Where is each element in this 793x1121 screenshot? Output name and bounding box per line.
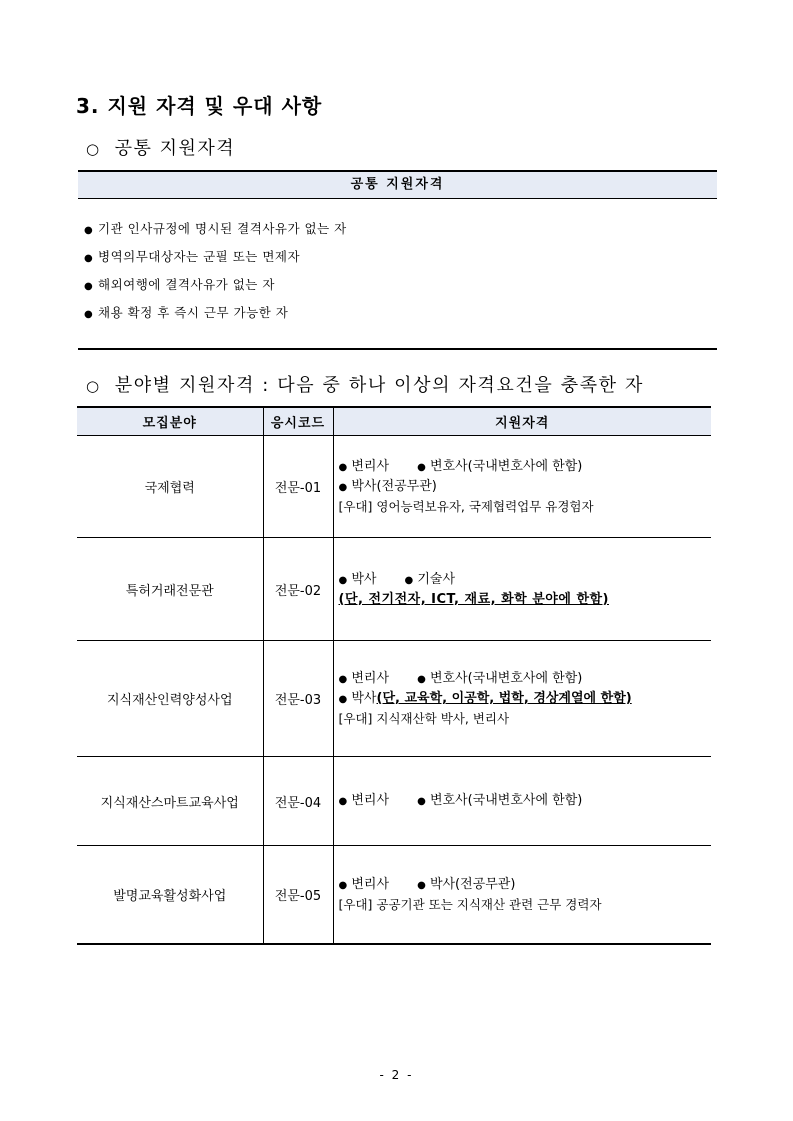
bullet-icon: ● bbox=[84, 225, 94, 236]
table-row bbox=[77, 538, 711, 641]
code-cell: 전문-04 bbox=[263, 757, 333, 846]
preferred-note: [우대] 공공기관 또는 지식재산 관련 근무 경력자 bbox=[338, 896, 602, 912]
circle-bullet: ○ bbox=[86, 377, 101, 395]
list-item: ● 병역의무대상자는 군필 또는 면제자 bbox=[84, 249, 717, 277]
bullet-icon: ● bbox=[338, 574, 348, 586]
table-row bbox=[77, 846, 711, 944]
bullet-icon: ● bbox=[84, 281, 94, 292]
page-number: - 2 - bbox=[379, 1068, 414, 1082]
bullet-icon: ● bbox=[417, 674, 426, 685]
table-header-row bbox=[77, 407, 711, 436]
bullet-icon: ● bbox=[417, 879, 426, 891]
category-cell: 특허거래전문관 bbox=[77, 538, 263, 641]
common-qualification-heading bbox=[86, 134, 235, 160]
bullet-icon: ● bbox=[84, 253, 94, 264]
circle-bullet: ○ bbox=[86, 140, 101, 158]
table-row bbox=[77, 641, 711, 757]
bullet-icon: ● bbox=[338, 796, 348, 807]
qualification-cell: ● 변리사 ● 변호사(국내변호사에 한함) ● 박사(단, 교육학, 이공학, 법학, 경상계열에 한함) [우대] 지식재산학 박사, 변리사 bbox=[333, 641, 711, 757]
restriction-note: (단, 교육학, 이공학, 법학, 경상계열에 한함) bbox=[376, 691, 632, 706]
bullet-icon: ● bbox=[417, 796, 426, 807]
qualification-cell: ● 박사 ● 기술사 (단, 전기전자, ICT, 재료, 화학 분야에 한함) bbox=[333, 538, 711, 641]
list-item: ● 채용 확정 후 즉시 근무 가능한 자 bbox=[84, 305, 717, 333]
qualification-cell: ● 변리사 ● 변호사(국내변호사에 한함) bbox=[333, 757, 711, 846]
bullet-icon: ● bbox=[338, 694, 348, 705]
list-item: ● 해외여행에 결격사유가 없는 자 bbox=[84, 277, 717, 305]
bullet-icon: ● bbox=[404, 574, 414, 586]
common-box-header: 공통 지원자격 bbox=[78, 172, 717, 199]
common-qualification-list bbox=[78, 199, 717, 333]
common-heading-text: 공통 지원자격 bbox=[114, 138, 236, 159]
field-heading-text: 분야별 지원자격 : 다음 중 하나 이상의 자격요건을 충족한 자 bbox=[114, 375, 644, 396]
category-cell: 발명교육활성화사업 bbox=[113, 888, 227, 904]
category-cell: 지식재산스마트교육사업 bbox=[77, 757, 263, 846]
bullet-icon: ● bbox=[84, 309, 94, 320]
column-header-code: 응시코드 bbox=[263, 407, 333, 436]
code-cell: 전문-05 bbox=[263, 846, 333, 944]
bullet-icon: ● bbox=[338, 482, 348, 493]
qualification-cell: ● 변리사 ● 변호사(국내변호사에 한함) ● 박사(전공무관) [우대] 영어능력보유자, 국제협력업무 유경험자 bbox=[333, 436, 711, 538]
bullet-icon: ● bbox=[338, 674, 348, 685]
field-qualification-heading bbox=[86, 371, 644, 397]
preferred-note: [우대] 지식재산학 박사, 변리사 bbox=[338, 711, 510, 726]
field-qualification-table bbox=[77, 406, 711, 945]
restriction-note: (단, 전기전자, ICT, 재료, 화학 분야에 한함) bbox=[338, 591, 609, 607]
code-cell: 전문-01 bbox=[263, 436, 333, 538]
list-item: ● 기관 인사규정에 명시된 결격사유가 없는 자 bbox=[84, 221, 717, 249]
column-header-qualification: 지원자격 bbox=[333, 407, 711, 436]
section-title: 3. 지원 자격 및 우대 사항 bbox=[76, 94, 323, 118]
category-cell: 국제협력 bbox=[77, 436, 263, 538]
table-row bbox=[77, 757, 711, 846]
qualification-cell: ● 변리사 ● 박사(전공무관) [우대] 공공기관 또는 지식재산 관련 근무 경력자 bbox=[333, 846, 711, 944]
preferred-note: [우대] 영어능력보유자, 국제협력업무 유경험자 bbox=[338, 499, 594, 514]
bullet-icon: ● bbox=[417, 462, 426, 473]
code-cell: 전문-02 bbox=[263, 538, 333, 641]
common-qualification-box bbox=[78, 170, 717, 350]
category-cell: 지식재산인력양성사업 bbox=[77, 641, 263, 757]
table-row bbox=[77, 436, 711, 538]
bullet-icon: ● bbox=[338, 879, 348, 891]
bullet-icon: ● bbox=[338, 462, 348, 473]
code-cell: 전문-03 bbox=[263, 641, 333, 757]
column-header-category: 모집분야 bbox=[77, 407, 263, 436]
